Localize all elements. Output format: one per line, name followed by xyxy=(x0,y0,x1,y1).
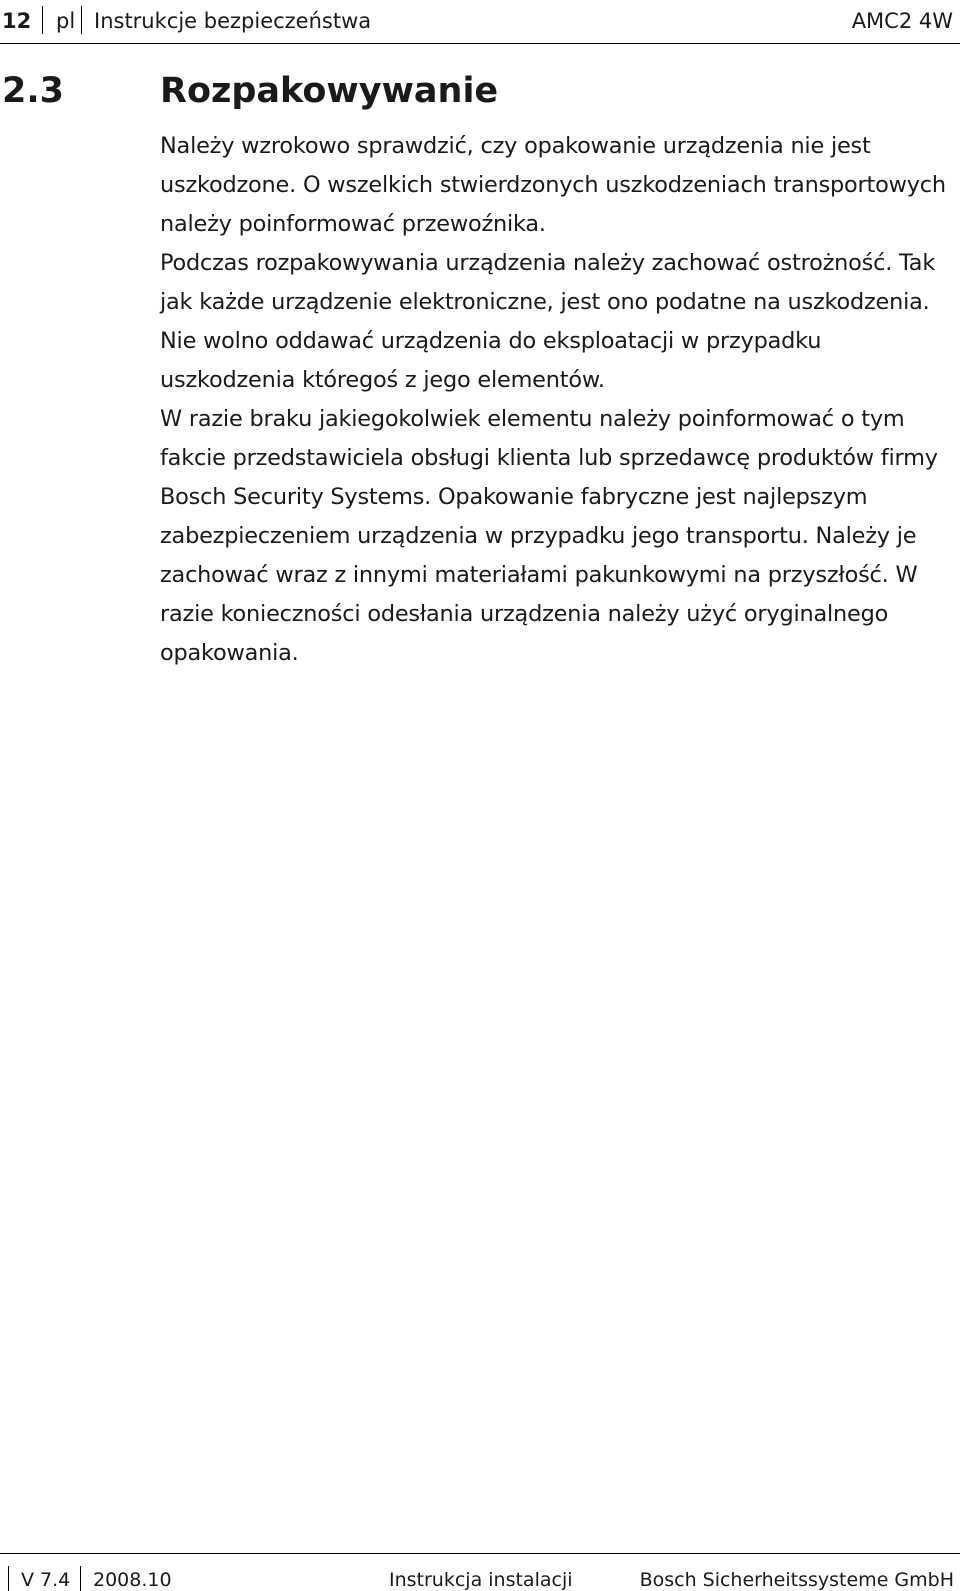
footer-company: Bosch Sicherheitssysteme GmbH xyxy=(639,1569,954,1591)
paragraph: W razie braku jakiegokolwiek elementu należy poinformować o tym fakcie przedstawiciela obsługi klienta lub sprzedawcę produktów firmy Bosch Security Systems. Opakowanie fabryczne jest najlepszym zabezpieczeniem urządzenia w przypadku jego transportu. Należy je zachować wraz z innymi materiałami pakunkowymi na przyszłość. W razie konieczności odesłania urządzenia należy użyć oryginalnego opakowania. xyxy=(160,406,938,666)
section-heading xyxy=(0,69,960,113)
page-number: 12 xyxy=(2,9,32,33)
footer-document-type: Instrukcja instalacji xyxy=(389,1569,573,1591)
header-rule xyxy=(0,43,960,44)
language-code: pl xyxy=(56,9,76,33)
page-header xyxy=(0,0,960,44)
body-text xyxy=(160,127,954,673)
footer-rule xyxy=(0,1553,960,1554)
footer-separator xyxy=(8,1566,9,1591)
section-number: 2.3 xyxy=(2,71,65,111)
header-separator xyxy=(81,6,82,34)
product-name: AMC2 4W xyxy=(851,9,953,33)
header-separator xyxy=(42,6,43,34)
page-footer xyxy=(0,1553,960,1591)
header-section-title: Instrukcje bezpieczeństwa xyxy=(94,9,372,33)
paragraph: Podczas rozpakowywania urządzenia należy zachować ostrożność. Tak jak każde urządzenie elektroniczne, jest ono podatne na uszkodzenia. Nie wolno oddawać urządzenia do eksploatacji w przypadku uszkodzenia któregoś z jego elementów. xyxy=(160,250,936,393)
footer-version: V 7.4 xyxy=(21,1569,71,1591)
paragraph: Należy wzrokowo sprawdzić, czy opakowanie urządzenia nie jest uszkodzone. O wszelkich stwierdzonych uszkodzeniach transportowych należy poinformować przewoźnika. xyxy=(160,133,946,237)
section-title: Rozpakowywanie xyxy=(160,71,499,111)
footer-separator xyxy=(80,1566,81,1591)
footer-date: 2008.10 xyxy=(93,1569,172,1591)
